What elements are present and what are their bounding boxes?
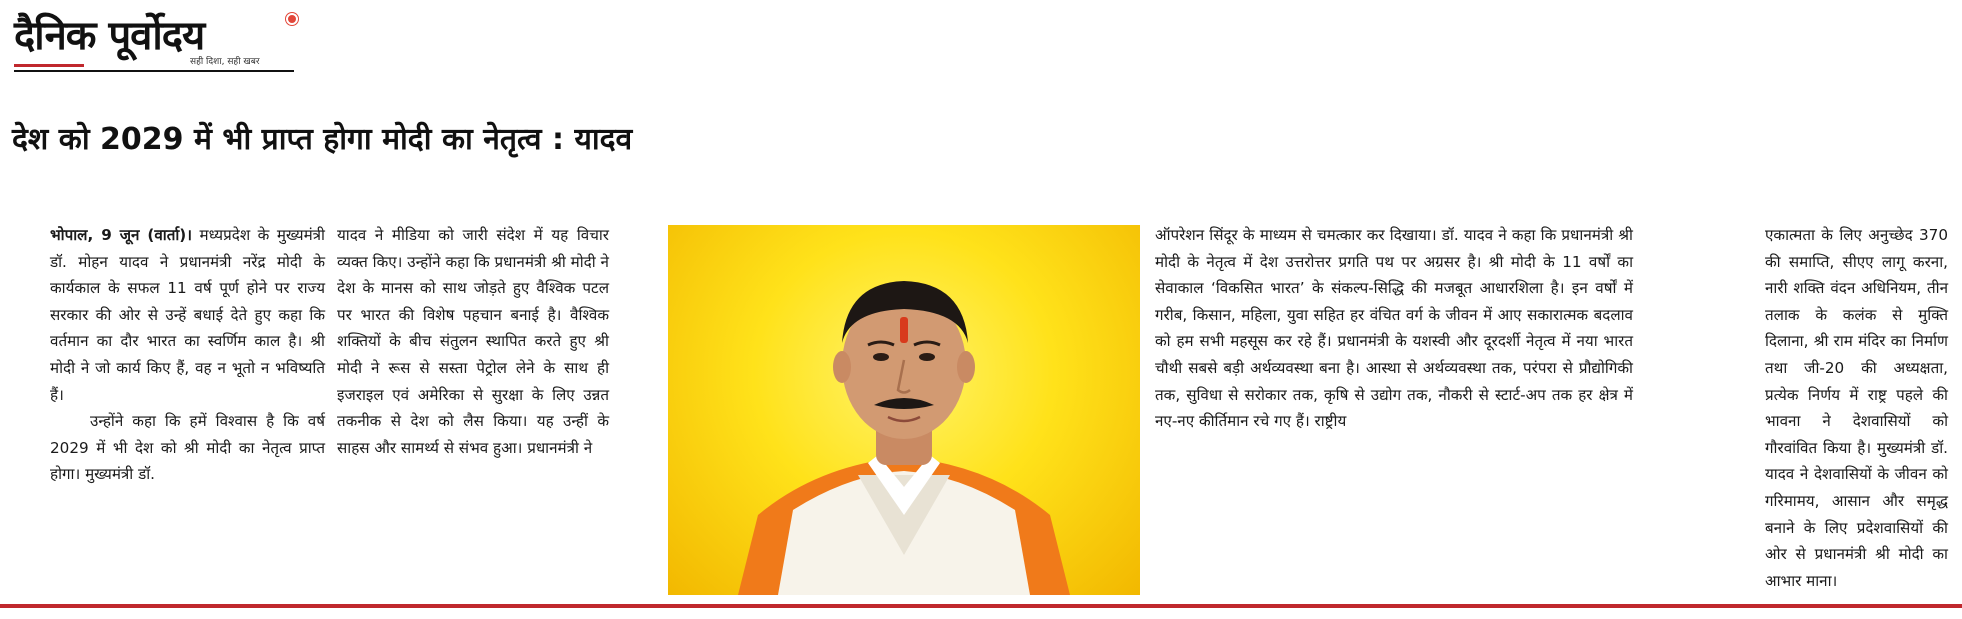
newspaper-logo: दैनिक पूर्वोदय	[14, 13, 205, 59]
article-column-3	[1155, 222, 1633, 435]
article-column-1	[50, 222, 325, 488]
article-photo	[668, 225, 1140, 595]
article-paragraph: उन्होंने कहा कि हमें विश्वास है कि वर्ष 2029 में भी देश को श्री मोदी का नेतृत्व प्राप्त होगा। मुख्यमंत्री डॉ.	[50, 412, 325, 484]
article-paragraph: ऑपरेशन सिंदूर के माध्यम से चमत्कार कर दिखाया। डॉ. यादव ने कहा कि प्रधानमंत्री श्री मोदी के नेतृत्व में देश उत्तरोत्तर प्रगति पथ पर अग्रसर है। श्री मोदी के 11 वर्षों का सेवाकाल ‘विकसित भारत’ के संकल्प-सिद्धि की मजबूत आधारशिला है। इन वर्षों में गरीब, किसान, महिला, युवा सहित हर वंचित वर्ग के जीवन में आए सकारात्मक बदलाव को हम सभी महसूस कर रहे हैं। प्रधानमंत्री के यशस्वी और दूरदर्शी नेतृत्व में नया भारत चौथी सबसे बड़ी अर्थव्यवस्था बना है। आस्था से अर्थव्यवस्था तक, परंपरा से प्रौद्योगिकी तक, सुविधा से सरोकार तक, कृषि से उद्योग तक, नौकरी से स्टार्ट-अप तक हर क्षेत्र में नए-नए कीर्तिमान रचे गए हैं। राष्ट्रीय	[1155, 226, 1633, 431]
article-paragraph: यादव ने मीडिया को जारी संदेश में यह विचार व्यक्त किए। उन्होंने कहा कि प्रधानमंत्री श्री मोदी ने देश के मानस को साथ जोड़ते हुए वैश्विक पटल पर भारत की विशेष पहचान बनाई है। वैश्विक शक्तियों के बीच संतुलन स्थापित करते हुए श्री मोदी ने रूस से सस्ता पेट्रोल लेने के साथ ही इजराइल एवं अमेरिका से सुरक्षा के लिए उन्नत तकनीक से देश को लैस किया। यह उन्हीं के साहस और सामर्थ्य से संभव हुआ। प्रधानमंत्री ने	[337, 226, 609, 457]
dateline: भोपाल, 9 जून (वार्ता)।	[50, 226, 192, 244]
page-footer-rule	[0, 604, 1962, 608]
article-headline: देश को 2029 में भी प्राप्त होगा मोदी का नेतृत्व : यादव	[12, 122, 633, 157]
paragraph-text: मध्यप्रदेश के मुख्यमंत्री डॉ. मोहन यादव ने प्रधानमंत्री नरेंद्र मोदी के कार्यकाल के सफल 11 वर्ष पूर्ण होने पर राज्य सरकार की ओर से उन्हें बधाई देते हुए कहा कि वर्तमान का दौर भारत का स्वर्णिम काल है। श्री मोदी ने जो कार्य किए हैं, वह न भूतो न भविष्यति हैं।	[50, 226, 325, 404]
logo-accent-bar	[14, 64, 84, 67]
article-paragraph	[50, 222, 325, 408]
article-column-4	[1765, 222, 1948, 594]
logo-dot-icon	[286, 13, 298, 25]
newspaper-tagline: सही दिशा, सही खबर	[190, 57, 260, 67]
masthead	[14, 4, 314, 74]
logo-underline	[14, 70, 294, 72]
article-paragraph: एकात्मता के लिए अनुच्छेद 370 की समाप्ति, सीएए लागू करना, नारी शक्ति वंदन अधिनियम, तीन तलाक के कलंक से मुक्ति दिलाना, श्री राम मंदिर का निर्माण तथा जी-20 की अध्यक्षता, प्रत्येक निर्णय में राष्ट्र पहले की भावना ने देशवासियों को गौरवांवित किया है। मुख्यमंत्री डॉ. यादव ने देशवासियों के जीवन को गरिमामय, आसान और समृद्ध बनाने के लिए प्रदेशवासियों की ओर से प्रधानमंत्री श्री मोदी का आभार माना।	[1765, 226, 1948, 590]
article-column-2	[337, 222, 609, 461]
portrait-illustration	[668, 225, 1140, 595]
